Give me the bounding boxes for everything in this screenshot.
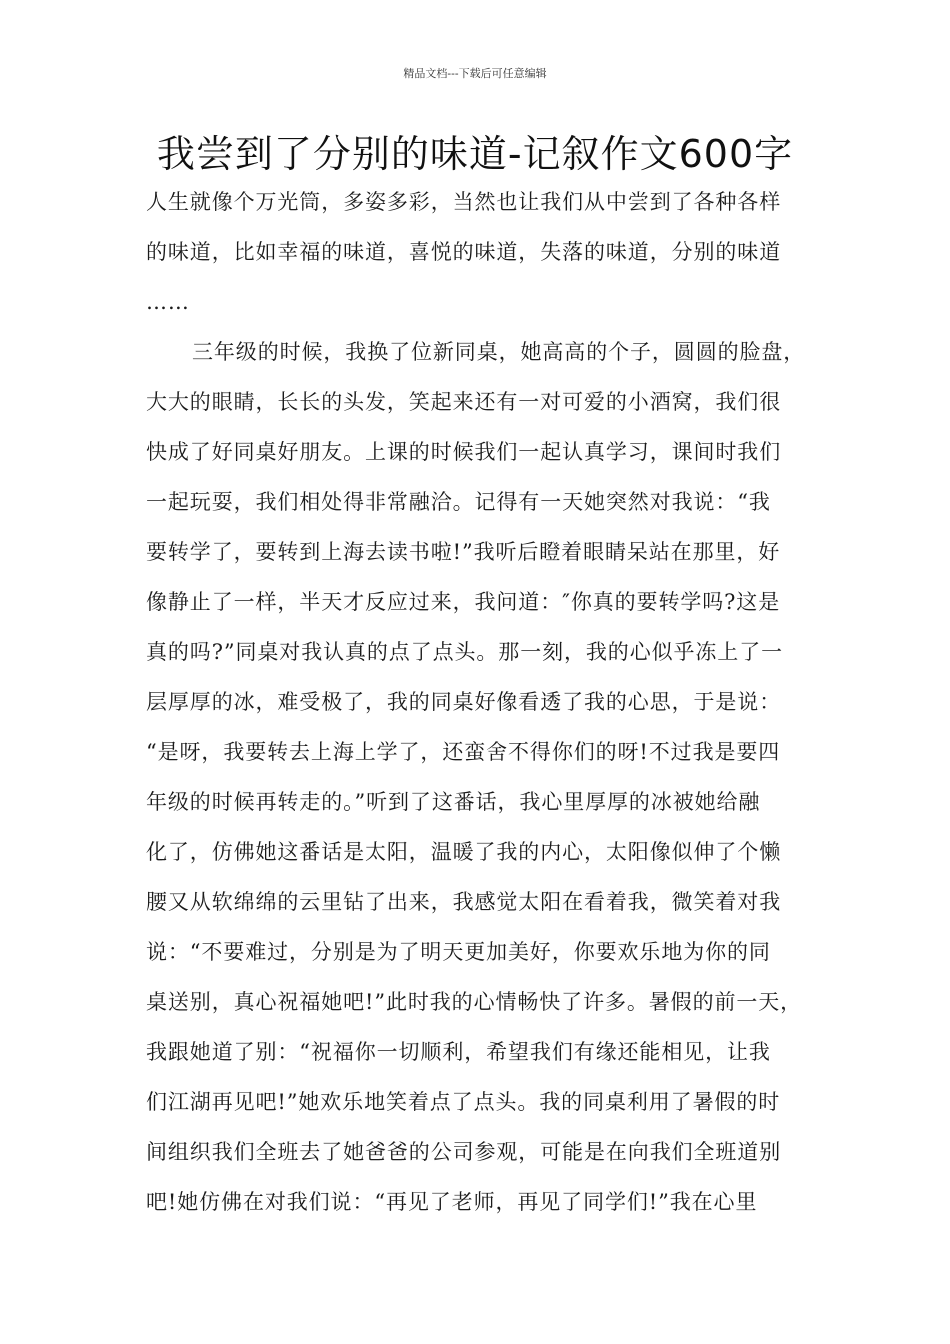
text-line: 我跟她道了别：“祝福你一切顺利，希望我们有缘还能相见，让我 [146,1040,771,1064]
text-line: 要转学了，要转到上海去读书啦!”我听后瞪着眼睛呆站在那里，好 [146,540,781,564]
text-line: 年级的时候再转走的。”听到了这番话，我心里厚厚的冰被她给融 [146,790,761,814]
text-line: 层厚厚的冰，难受极了，我的同桌好像看透了我的心思，于是说： [146,690,782,714]
text-line: 间组织我们全班去了她爸爸的公司参观，可能是在向我们全班道别 [146,1140,782,1164]
page-header: 精品文档---下载后可任意编辑 [403,67,547,80]
text-line: 的味道，比如幸福的味道，喜悦的味道，失落的味道，分别的味道 [146,240,782,264]
text-line: 们江湖再见吧!”她欢乐地笑着点了点头。我的同桌利用了暑假的时 [146,1090,781,1114]
text-line: “是呀，我要转去上海上学了，还蛮舍不得你们的呀!不过我是要四 [146,740,781,764]
text-line: 大大的眼睛，长长的头发，笑起来还有一对可爱的小酒窝，我们很 [146,390,782,414]
text-line: 说：“不要难过，分别是为了明天更加美好，你要欢乐地为你的同 [146,940,771,964]
essay-body [146,177,826,1227]
text-line: 像静止了一样，半天才反应过来，我问道：″你真的要转学吗?这是 [146,590,781,614]
text-line: 一起玩耍，我们相处得非常融洽。记得有一天她突然对我说：“我 [146,490,771,514]
text-line: 化了，仿佛她这番话是太阳，温暖了我的内心，太阳像似伸了个懒 [146,840,782,864]
text-line: 三年级的时候，我换了位新同桌，她高高的个子，圆圆的脸盘， [192,340,806,364]
text-line: 快成了好同桌好朋友。上课的时候我们一起认真学习，课间时我们 [146,440,782,464]
document-title: 我尝到了分别的味道-记叙作文600字 [156,132,794,176]
text-line: …… [146,290,190,314]
text-line: 桌送别，真心祝福她吧!”此时我的心情畅快了许多。暑假的前一天， [146,990,803,1014]
text-line: 真的吗?”同桌对我认真的点了点头。那一刻，我的心似乎冻上了一 [146,640,783,664]
text-line: 吧!她仿佛在对我们说：“再见了老师，再见了同学们!”我在心里 [146,1190,758,1214]
text-line: 腰又从软绵绵的云里钻了出来，我感觉太阳在看着我，微笑着对我 [146,890,782,914]
text-line: 人生就像个万光筒，多姿多彩，当然也让我们从中尝到了各种各样 [146,190,782,214]
